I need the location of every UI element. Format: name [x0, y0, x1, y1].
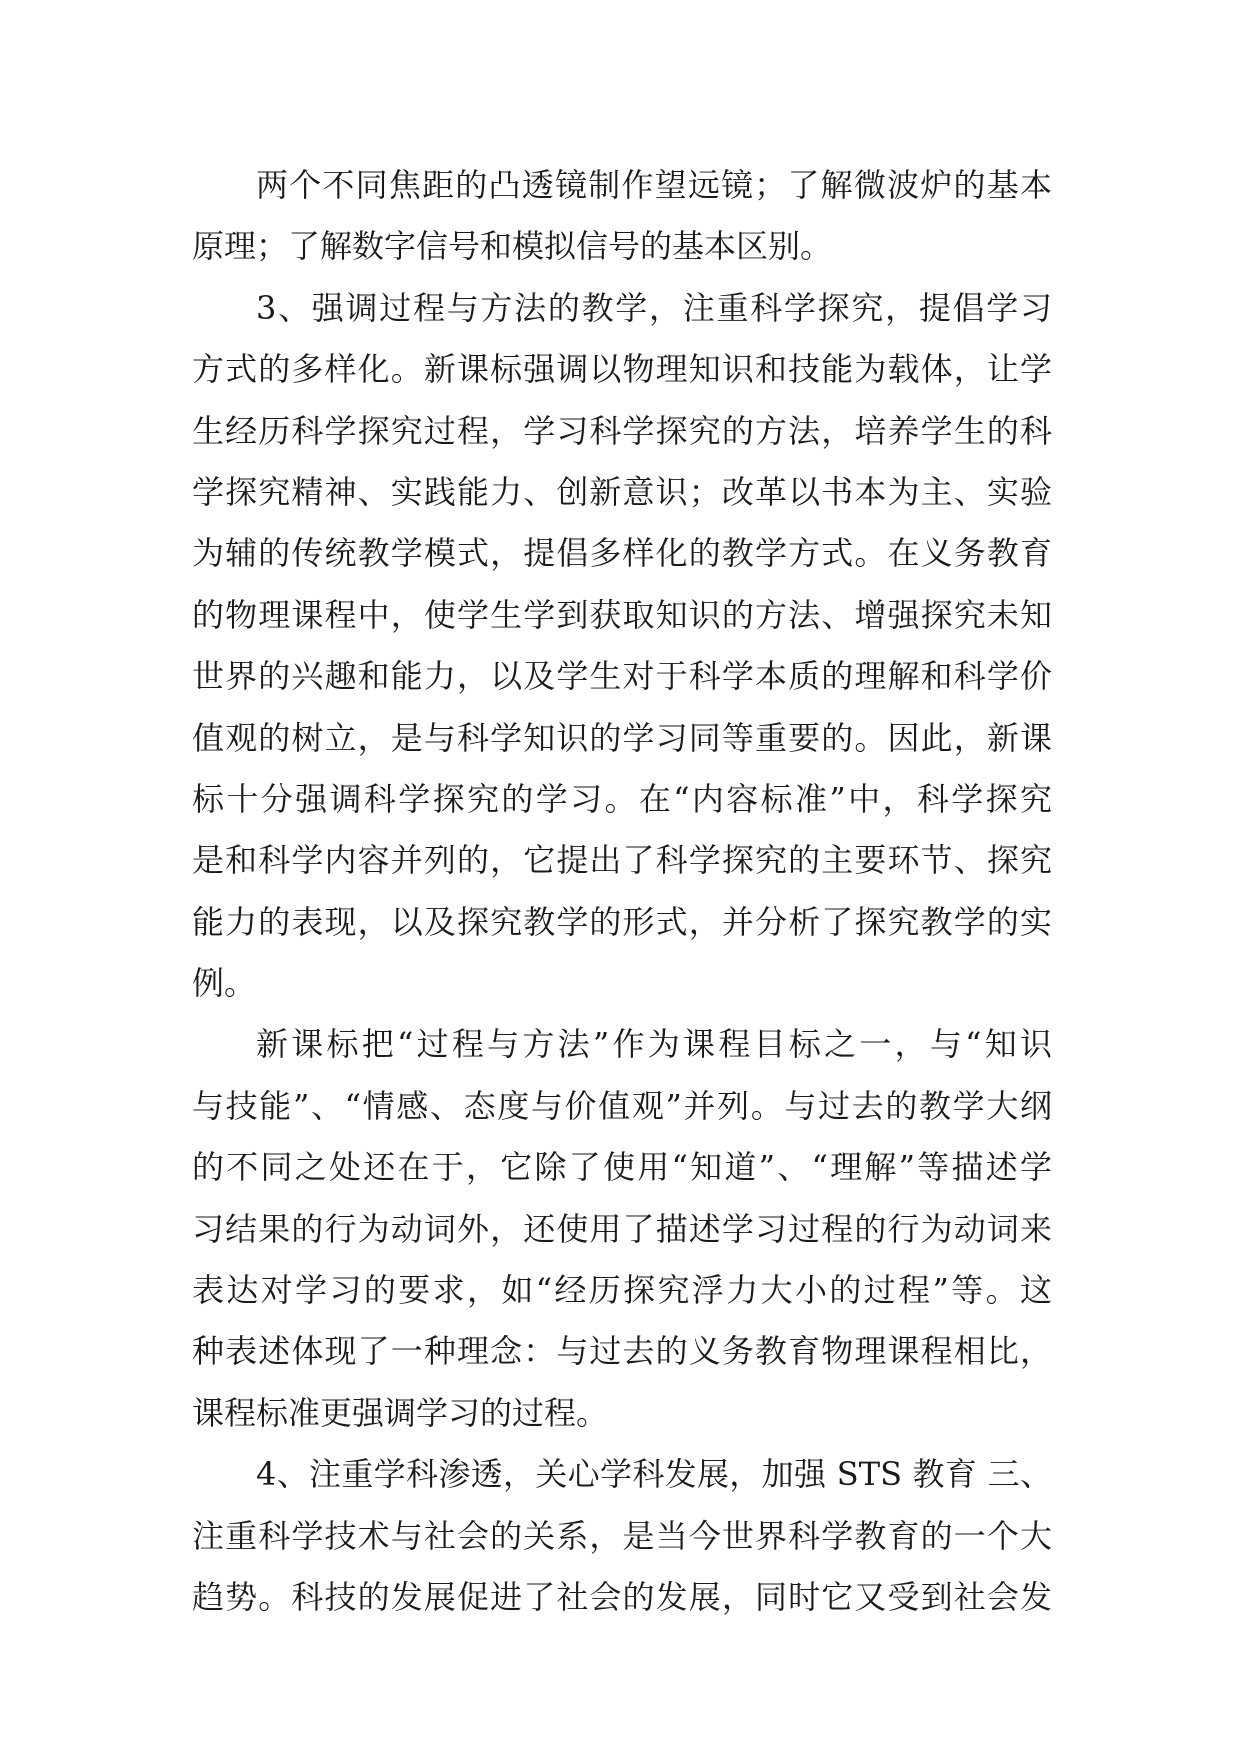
text-line: 习结果的行为动词外，还使用了描述学习过程的行为动词来	[192, 1209, 1052, 1248]
text-line: 方式的多样化。新课标强调以物理知识和技能为载体，让学	[192, 350, 1052, 389]
text-line: 趋势。科技的发展促进了社会的发展，同时它又受到社会发	[192, 1577, 1052, 1616]
text-line: 值观的树立，是与科学知识的学习同等重要的。因此，新课	[192, 718, 1052, 757]
text-line: 标十分强调科学探究的学习。在“内容标准”中，科学探究	[192, 779, 1052, 818]
text-line: 新课标把“过程与方法”作为课程目标之一，与“知识	[256, 1025, 1052, 1064]
text-line: 学探究精神、实践能力、创新意识；改革以书本为主、实验	[192, 472, 1052, 511]
text-line: 两个不同焦距的凸透镜制作望远镜；了解微波炉的基本	[256, 166, 1052, 204]
text-line: 4、注重学科渗透，关心学科发展，加强 STS 教育 三、	[256, 1455, 1052, 1494]
text-line: 为辅的传统教学模式，提倡多样化的教学方式。在义务教育	[192, 534, 1052, 573]
text-line: 与技能”、“情感、态度与价值观”并列。与过去的教学大纲	[192, 1086, 1052, 1125]
document-body	[192, 155, 1052, 1628]
text-line: 生经历科学探究过程，学习科学探究的方法，培养学生的科	[192, 411, 1052, 450]
text-line: 世界的兴趣和能力，以及学生对于科学本质的理解和科学价	[192, 657, 1052, 696]
text-line: 原理；了解数字信号和模拟信号的基本区别。	[192, 227, 833, 266]
text-line: 的物理课程中，使学生学到获取知识的方法、增强探究未知	[192, 595, 1052, 634]
text-line: 能力的表现，以及探究教学的形式，并分析了探究教学的实	[192, 902, 1052, 941]
text-line: 是和科学内容并列的，它提出了科学探究的主要环节、探究	[192, 841, 1052, 880]
text-line: 3、强调过程与方法的教学，注重科学探究，提倡学习	[256, 288, 1052, 327]
text-line: 的不同之处还在于，它除了使用“知道”、“理解”等描述学	[192, 1148, 1052, 1187]
text-line: 种表述体现了一种理念：与过去的义务教育物理课程相比，	[192, 1332, 1052, 1371]
text-line: 注重科学技术与社会的关系，是当今世界科学教育的一个大	[192, 1516, 1052, 1555]
text-line: 课程标准更强调学习的过程。	[192, 1393, 609, 1432]
text-line: 表达对学习的要求，如“经历探究浮力大小的过程”等。这	[192, 1271, 1052, 1310]
text-line: 例。	[192, 964, 257, 1003]
